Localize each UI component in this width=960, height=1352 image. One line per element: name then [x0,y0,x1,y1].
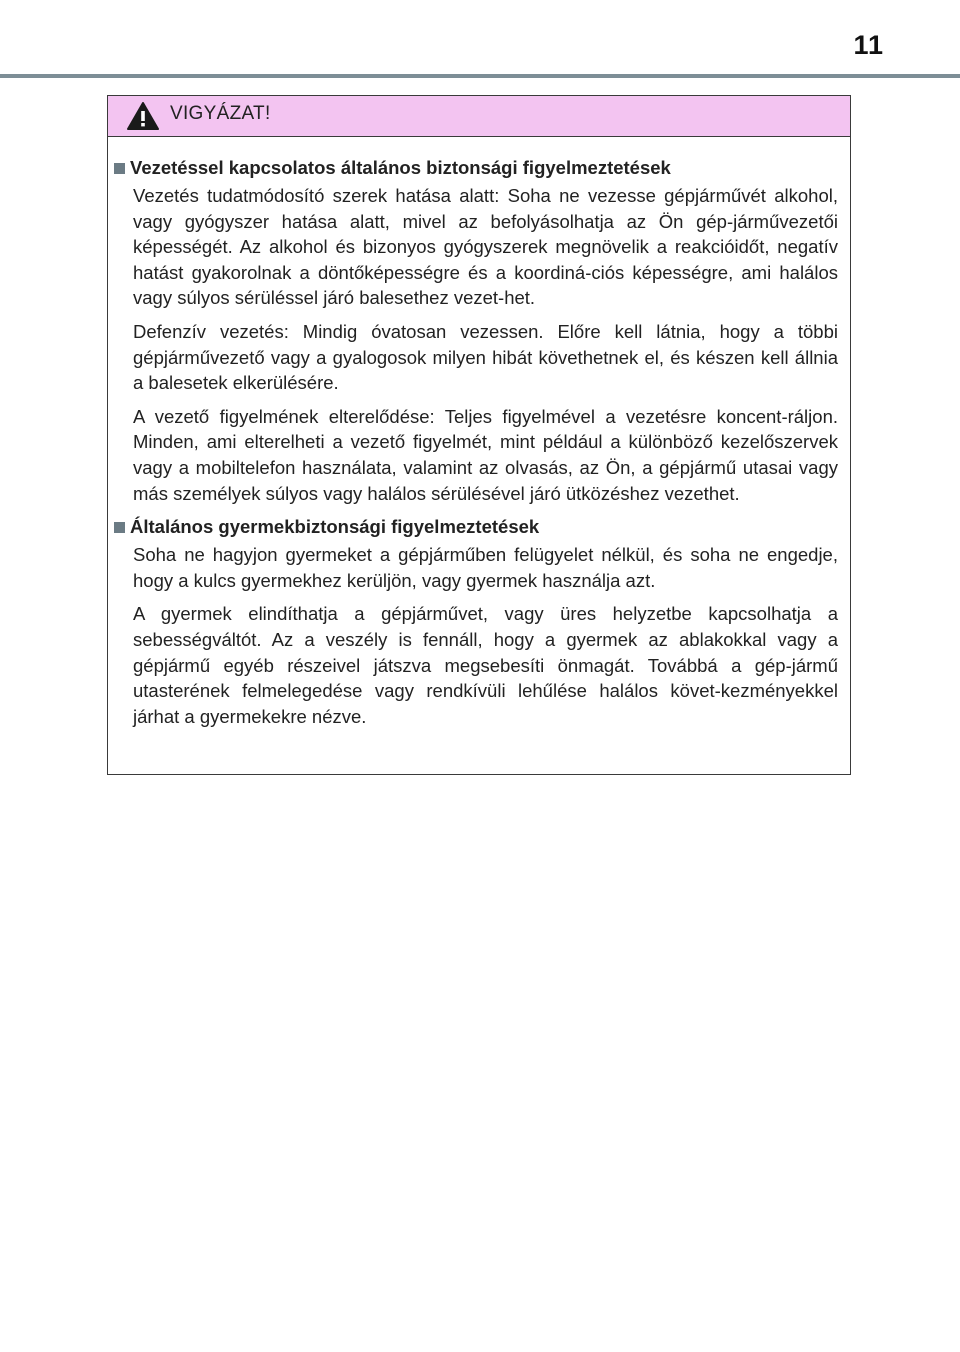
caution-header [108,96,850,137]
section-child-safety [114,514,838,729]
paragraph: Defenzív vezetés: Mindig óvatosan vezessen. Előre kell látnia, hogy a többi gépjárművezető vagy a gyalogosok milyen hibát követhetnek el, és készen kell állnia a balesetek elkerülésére. [133,320,838,394]
page-number: 11 [853,30,884,60]
section-heading [114,514,838,540]
square-bullet-icon [114,163,125,174]
warning-triangle-icon [126,101,160,131]
paragraph: Vezetés tudatmódosító szerek hatása alatt: Soha ne vezesse gépjárművét alkohol, vagy gyógyszer hatása alatt, mivel az befolyásolhatja az Ön gép-járművezetői képességét. Az alkohol és bizonyos gyógyszerek megnövelik a reakcióidőt, negatív hatást gyakorolnak a döntőképességre és a koordiná-ciós képességre, ami halálos vagy súlyos sérüléssel járó balesethez vezet-het. [133,185,838,309]
section-heading [114,155,838,181]
caution-title: VIGYÁZAT! [170,103,271,124]
paragraph: Soha ne hagyjon gyermeket a gépjárműben felügyelet nélkül, és soha ne engedje, hogy a kulcs gyermekhez kerüljön, vagy gyermek használja azt. [133,544,838,591]
square-bullet-icon [114,522,125,533]
header-rule [0,74,960,78]
paragraph: A vezető figyelmének elterelődése: Teljes figyelmével a vezetésre koncent-ráljon. Minden, ami elterelheti a vezető figyelmét, mint például a különböző kezelőszervek vagy a mobiltelefon használata, valamint az olvasás, az Ön, a gépjármű utasai vagy más személyek súlyos vagy halálos sérülésével járó ütközéshez vezethet. [133,405,838,504]
section-heading-text: Általános gyermekbiztonsági figyelmeztetések [130,516,540,538]
section-heading-text: Vezetéssel kapcsolatos általános biztonsági figyelmeztetések [130,157,671,178]
section-driving-safety [114,155,838,506]
caution-box [107,95,851,775]
paragraph: A gyermek elindíthatja a gépjárművet, vagy üres helyzetbe kapcsolhatja a sebességváltót. Az a veszély is fennáll, hogy a gyermek az ablakokkal vagy a gépjármű egyéb részeivel játszva megsebesíti önmagát. Továbbá a gép-jármű utasterének felmelegedése vagy rendkívüli lehűlése halálos követ-kezményekkel járhat a gyermekekre nézve. [133,603,838,727]
caution-body [108,137,850,729]
